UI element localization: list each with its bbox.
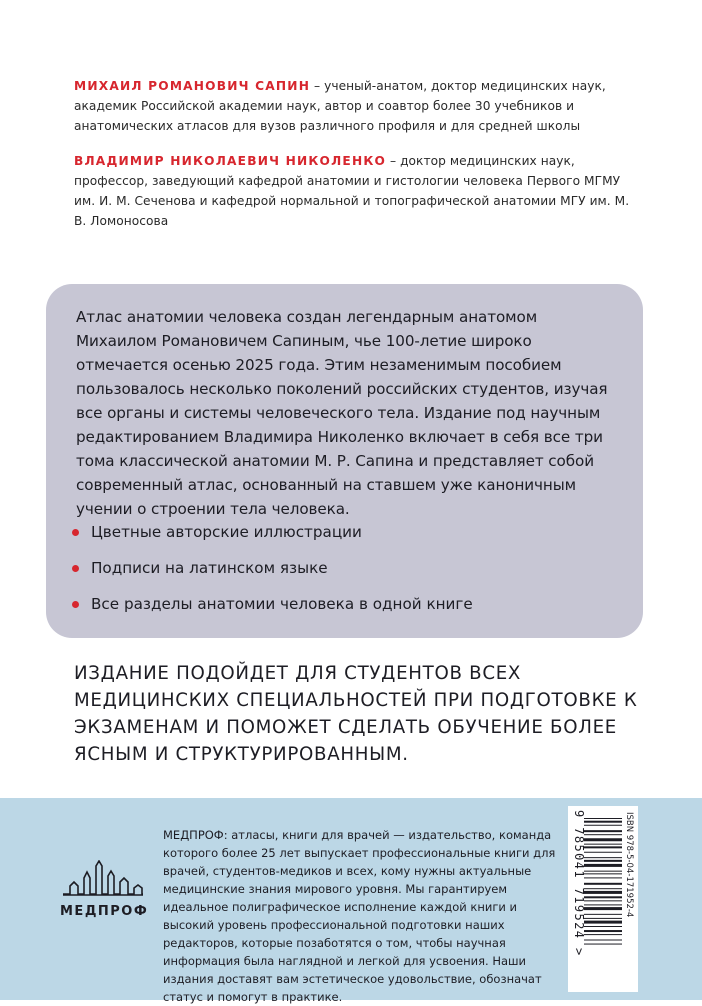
barcode-bar xyxy=(584,873,622,874)
barcode-bar xyxy=(584,900,622,901)
publisher-footer xyxy=(0,798,702,1004)
barcode-bar xyxy=(584,821,622,823)
author-name: ВЛАДИМИР НИКОЛАЕВИЧ НИКОЛЕНКО xyxy=(74,154,387,168)
city-skyline-icon xyxy=(62,860,144,896)
bullet-dot-icon xyxy=(72,601,79,608)
barcode-bar xyxy=(584,934,622,935)
feature-label: Цветные авторские иллюстрации xyxy=(91,523,362,541)
barcode-bar xyxy=(584,907,622,910)
barcode-bar xyxy=(584,891,622,894)
barcode-bar xyxy=(584,838,622,841)
barcode-bar xyxy=(584,864,622,867)
author-bio: – ученый-анатом, доктор медицинских наук, академик Российской академии наук, автор и соавтор более 30 учебников и анатомических атласов для вузов различного профиля и для средней школы xyxy=(74,79,606,133)
feature-item xyxy=(72,556,473,580)
author-name: МИХАИЛ РОМАНОВИЧ САПИН xyxy=(74,79,311,93)
barcode-bar xyxy=(584,852,622,853)
barcode-bar xyxy=(584,883,622,885)
publisher-description: МЕДПРОФ: атласы, книги для врачей — издательство, команда которого более 25 лет выпускает профессиональные книги для врачей, студентов-медиков и всех, кому нужны актуальные медицинские знания мирового уровня. Мы гарантируем идеальное полиграфическое исполнение каждой книги и высокий уровень профессиональной подготовки наших редакторов, которые позаботятся о том, чтобы научная информация была наглядной и легкой для усвоения. Наши издания доставят вам эстетическое удовольствие, обозначат статус и помогут в практике. xyxy=(163,828,556,1004)
bullet-dot-icon xyxy=(72,529,79,536)
barcode-bar xyxy=(584,930,622,932)
publisher-logo xyxy=(60,860,149,942)
barcode-bar xyxy=(584,846,622,848)
barcode-bars xyxy=(584,818,622,982)
feature-label: Все разделы анатомии человека в одной книге xyxy=(91,595,473,613)
barcode-bar xyxy=(584,830,622,832)
barcode-bar xyxy=(584,914,622,915)
barcode-bar xyxy=(584,860,622,862)
barcode-bar xyxy=(584,926,622,927)
isbn-label: ISBN 978-5-04-171952-4 xyxy=(624,812,634,918)
feature-item xyxy=(72,592,473,616)
barcode-bar xyxy=(584,888,622,889)
author-sapin xyxy=(74,76,634,136)
authors-section xyxy=(74,76,634,246)
barcode-bar xyxy=(584,877,622,878)
barcode-bar xyxy=(584,834,622,835)
barcode-bar xyxy=(584,921,622,924)
author-nikolenko xyxy=(74,151,634,231)
isbn-barcode xyxy=(568,806,638,992)
barcode-bar xyxy=(584,940,622,941)
barcode-bar xyxy=(584,896,622,898)
barcode-bar xyxy=(584,818,622,819)
barcode-bar xyxy=(584,918,622,919)
book-description: Атлас анатомии человека создан легендарным анатомом Михаилом Романовичем Сапиным, чье 100-летие широко отмечается осенью 2025 года. Этим незаменимым пособием пользовалось несколько поколений российских студентов, изучая все органы и системы человеческого тела. Издание под научным редактированием Владимира Николенко включает в себя все три тома классической анатомии М. Р. Сапина и представляет собой современный атлас, основанный на ставшем уже каноничным учении о строении тела человека. xyxy=(76,308,608,518)
author-bio: – доктор медицинских наук, профессор, заведующий кафедрой анатомии и гистологии человека Первого МГМУ им. И. М. Сеченова и кафедрой нормальной и топографической анатомии МГУ им. М. В. Ломоносова xyxy=(74,154,630,228)
bullet-dot-icon xyxy=(72,565,79,572)
description-card xyxy=(46,284,643,638)
logo-wordmark: МЕДПРОФ xyxy=(60,904,149,919)
barcode-bar xyxy=(584,944,622,945)
barcode-bar xyxy=(584,844,622,845)
feature-label: Подписи на латинском языке xyxy=(91,559,328,577)
barcode-bar xyxy=(584,871,622,872)
feature-item xyxy=(72,520,473,544)
feature-list xyxy=(72,520,473,628)
barcode-bar xyxy=(584,825,622,826)
barcode-digits: 9 785041 719524 > xyxy=(572,810,586,957)
audience-headline: ИЗДАНИЕ ПОДОЙДЕТ ДЛЯ СТУДЕНТОВ ВСЕХ МЕДИЦИНСКИХ СПЕЦИАЛЬНОСТЕЙ ПРИ ПОДГОТОВКЕ К ЭКЗАМЕНАМ И ПОМОЖЕТ СДЕЛАТЬ ОБУЧЕНИЕ БОЛЕЕ ЯСНЫМ И СТРУКТУРИРОВАННЫМ. xyxy=(74,663,638,765)
barcode-bar xyxy=(584,904,622,905)
barcode-bar xyxy=(584,857,622,858)
